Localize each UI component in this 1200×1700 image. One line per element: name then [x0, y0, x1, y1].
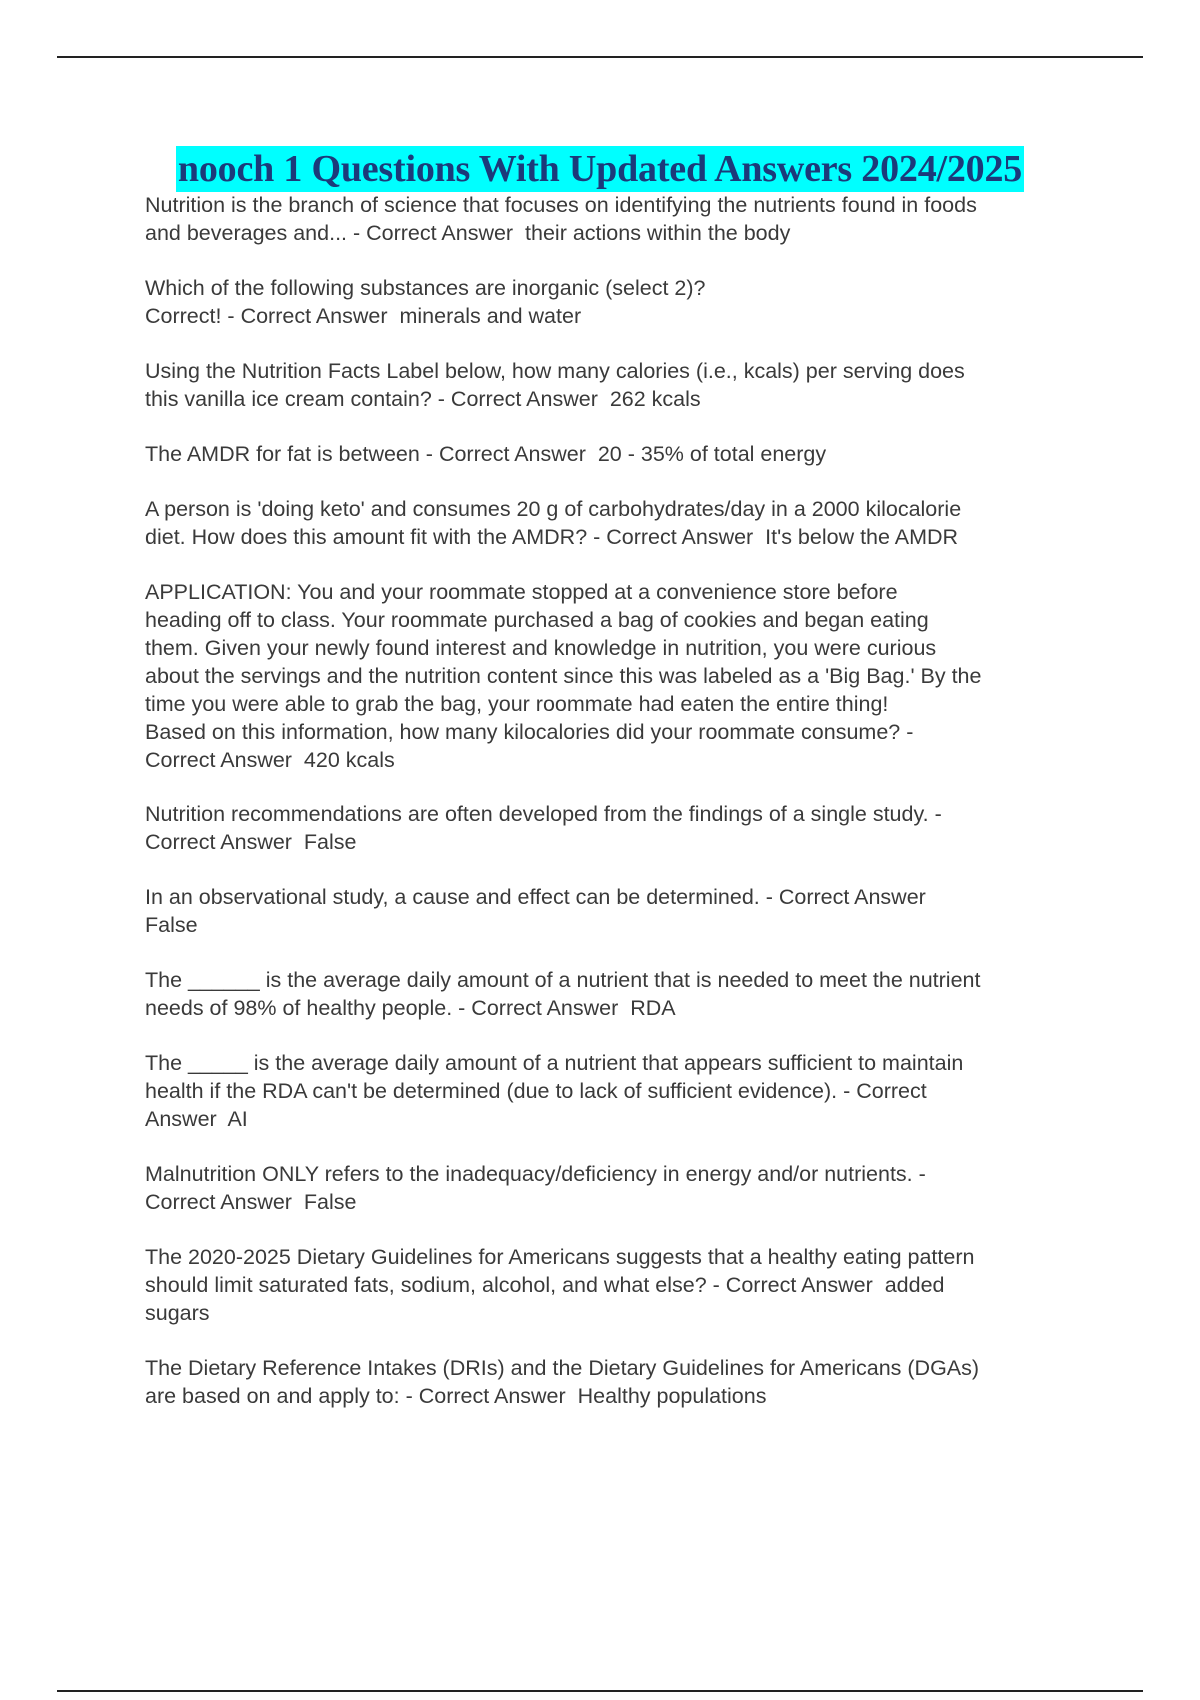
qa-line: The 2020-2025 Dietary Guidelines for Americans suggests that a healthy eating pattern — [145, 1245, 975, 1269]
qa-item — [145, 800, 1100, 856]
qa-list — [145, 191, 1100, 1437]
qa-item — [145, 495, 1100, 551]
qa-line: and beverages and... - Correct Answer their actions within the body — [145, 221, 791, 245]
qa-line: Correct! - Correct Answer minerals and water — [145, 304, 582, 328]
qa-line: Using the Nutrition Facts Label below, how many calories (i.e., kcals) per serving does — [145, 359, 965, 383]
bottom-rule — [57, 1690, 1143, 1692]
qa-line: diet. How does this amount fit with the AMDR? - Correct Answer It's below the AMDR — [145, 525, 959, 549]
qa-line: needs of 98% of healthy people. - Correct Answer RDA — [145, 996, 676, 1020]
qa-line: them. Given your newly found interest and knowledge in nutrition, you were curious — [145, 636, 937, 660]
qa-item — [145, 1243, 1100, 1327]
qa-line: The ______ is the average daily amount of a nutrient that is needed to meet the nutrient — [145, 968, 981, 992]
qa-line: The AMDR for fat is between - Correct Answer 20 - 35% of total energy — [145, 442, 827, 466]
qa-item — [145, 578, 1100, 774]
qa-item — [145, 440, 1100, 468]
document-title: nooch 1 Questions With Updated Answers 2024/2025 — [177, 148, 1023, 190]
qa-line: health if the RDA can't be determined (due to lack of sufficient evidence). - Correct — [145, 1079, 927, 1103]
qa-line: Based on this information, how many kilocalories did your roommate consume? - — [145, 720, 914, 744]
qa-line: Which of the following substances are inorganic (select 2)? — [145, 276, 706, 300]
qa-line: Answer AI — [145, 1107, 248, 1131]
qa-line: The _____ is the average daily amount of a nutrient that appears sufficient to maintain — [145, 1051, 964, 1075]
qa-item — [145, 883, 1100, 939]
qa-line: A person is 'doing keto' and consumes 20 g of carbohydrates/day in a 2000 kilocalorie — [145, 497, 962, 521]
qa-line: Correct Answer False — [145, 830, 357, 854]
qa-item — [145, 357, 1100, 413]
qa-item — [145, 274, 1100, 330]
qa-item — [145, 1049, 1100, 1133]
title-container — [0, 146, 1200, 192]
qa-line: Correct Answer 420 kcals — [145, 748, 395, 772]
top-rule — [57, 56, 1143, 58]
qa-item — [145, 966, 1100, 1022]
qa-line: heading off to class. Your roommate purchased a bag of cookies and began eating — [145, 608, 929, 632]
qa-line: are based on and apply to: - Correct Answer Healthy populations — [145, 1384, 767, 1408]
qa-line: should limit saturated fats, sodium, alcohol, and what else? - Correct Answer added — [145, 1273, 945, 1297]
qa-item — [145, 1160, 1100, 1216]
qa-line: Nutrition recommendations are often developed from the findings of a single study. - — [145, 802, 942, 826]
qa-line: The Dietary Reference Intakes (DRIs) and the Dietary Guidelines for Americans (DGAs) — [145, 1356, 980, 1380]
qa-item — [145, 1354, 1100, 1410]
qa-line: Nutrition is the branch of science that focuses on identifying the nutrients found in foods — [145, 193, 977, 217]
qa-line: sugars — [145, 1301, 210, 1325]
qa-line: this vanilla ice cream contain? - Correct Answer 262 kcals — [145, 387, 701, 411]
qa-line: about the servings and the nutrition content since this was labeled as a 'Big Bag.' By the — [145, 664, 982, 688]
qa-line: APPLICATION: You and your roommate stopped at a convenience store before — [145, 580, 898, 604]
qa-line: time you were able to grab the bag, your roommate had eaten the entire thing! — [145, 692, 889, 716]
qa-line: Malnutrition ONLY refers to the inadequacy/deficiency in energy and/or nutrients. - — [145, 1162, 926, 1186]
qa-line: Correct Answer False — [145, 1190, 357, 1214]
qa-line: False — [145, 913, 198, 937]
qa-line: In an observational study, a cause and effect can be determined. - Correct Answer — [145, 885, 926, 909]
qa-item — [145, 191, 1100, 247]
